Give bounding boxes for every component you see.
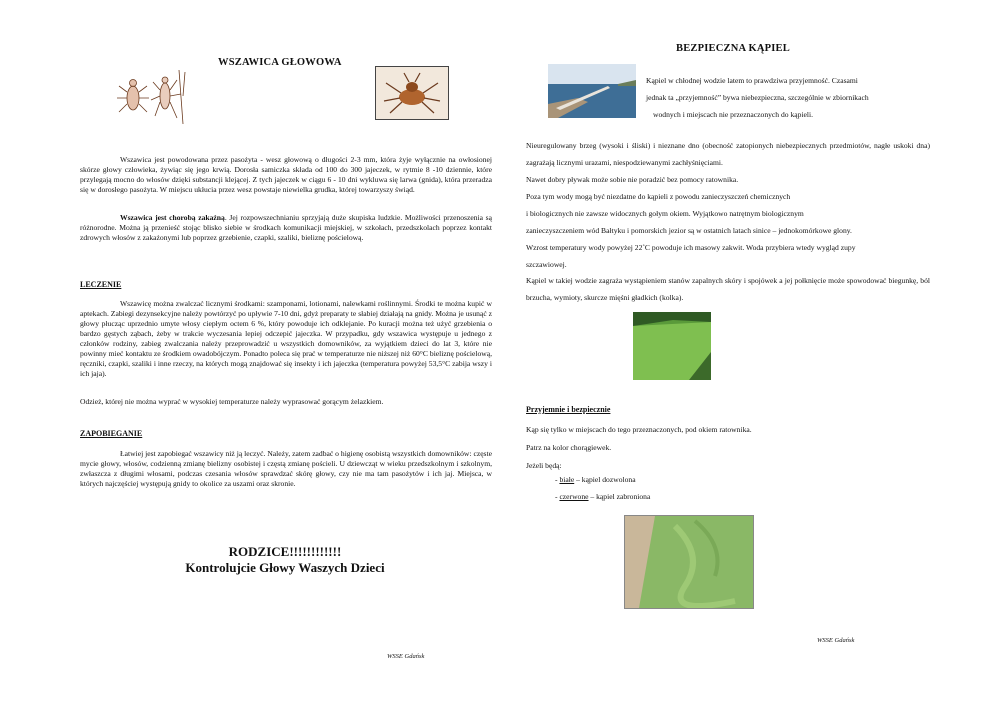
disease-bold-text: Wszawica jest chorobą zakaźną: [120, 213, 225, 222]
right-para1: Nieuregulowany brzeg (wysoki i śliski) i nieznane dno (obecność zatopionych niebezpiecznych przedmiotów, nagłe uskoki dna) zagrażają licznymi urazami, niespodziewanymi zachłyśnięciami.: [526, 141, 930, 167]
right-line-4: zanieczyszczeniem wód Bałtyku i pomorskich jezior są w ostatnich latach sinice – jednokomórkowe glony.: [526, 226, 852, 235]
safe-line-3: Jeżeli będą:: [526, 461, 562, 470]
parents-banner: [140, 544, 430, 576]
right-line-6: szczawiowej.: [526, 260, 567, 269]
prevention-heading: ZAPOBIEGANIE: [80, 429, 143, 438]
flag-white-item: - białe – kąpiel dozwolona: [555, 475, 636, 484]
right-line-3: i biologicznych nie zawsze widocznych gołym okiem. Wyjątkowo natrętnym biologicznym: [526, 209, 804, 218]
treatment-heading: LECZENIE: [80, 280, 122, 289]
right-para2: Kąpiel w takiej wodzie zagraża wystąpieniem stanów zapalnych skóry i spojówek a jej połknięcie może spowodować biegunkę, ból brzucha, wymioty, skurcze mięśni gładkich (kolka).: [526, 276, 930, 302]
flag-red-word: czerwone: [559, 492, 589, 501]
right-title: BEZPIECZNA KĄPIEL: [676, 43, 790, 54]
safe-lines-block: [526, 422, 946, 474]
left-title: WSZAWICA GŁOWOWA: [218, 57, 342, 68]
safe-heading: Przyjemnie i bezpiecznie: [526, 405, 611, 414]
left-intro-text: Wszawica jest powodowana przez pasożyta - wesz głowową o długości 2-3 mm, która żyje wyłącznie na owłosionej skórze głowy człowieka, żywiąc się jego krwią. Dorosła samiczka składa od 100 do 300 jajeczek, w rytmie 8 -10 dziennie, które przylegają mocno do włosów dzięki substancji klejącej. Z tych jajeczek w ciągu 6 - 10 dni wykluwa się larwa (gnida), która przeradza się w dorosłego pasożyta. W miejscu ukłucia przez wesz powstaje niewielka grudka, której towarzyszy świąd.: [80, 155, 492, 194]
algae-shore-photo: [624, 515, 754, 609]
left-footer: WSSE Gdańsk: [387, 653, 425, 660]
parents-line1: RODZICE!!!!!!!!!!!!: [228, 544, 342, 559]
treatment-last-line: Odzież, której nie można wyprać w wysokiej temperaturze należy wyprasować gorącym żelazkiem.: [80, 397, 384, 406]
flag-white-word: białe: [559, 475, 575, 484]
safe-line-1: Kąp się tylko w miejscach do tego przeznaczonych, pod okiem ratownika.: [526, 425, 752, 434]
disease-rest-text: . Jej rozpowszechnianiu sprzyjają duże skupiska ludzkie. Możliwości przenoszenia są różnorodne. Można ją przenieść stojąc blisko siebie w środkach komunikacji miejskiej, w szkołach, przedszkolach poprzez kontakt zdrowych włosów z zakażonymi lub poprzez grzebienie, czapki, szaliki, bieliznę pościelową.: [80, 213, 492, 242]
left-disease-paragraph: [80, 213, 492, 243]
right-intro: [646, 72, 946, 123]
right-line-5: Wzrost temperatury wody powyżej 22˚C powoduje ich masowy zakwit. Woda przybiera wtedy wygląd zupy: [526, 243, 856, 252]
louse-photo: [375, 66, 449, 120]
beach-photo: [548, 64, 636, 118]
prevention-text: Łatwiej jest zapobiegać wszawicy niż ją leczyć. Należy, zatem zadbać o higienę osobistą wszystkich domowników: częste mycie głowy, włosów, codzienną zmianę bielizny osobistej i częstą zmianę pościeli. U dziewcząt w wieku przedszkolnym i szkolnym, zwłaszcza z długimi włosami, podczas czesania włosów sprawdzać skórę głowy, czy nie ma tam pasożytów i ich jaj. Miejsca, w których najczęściej występują gnidy to okolice za uszami oraz skronie.: [80, 449, 492, 488]
treatment-text: Wszawicę można zwalczać licznymi środkami: szamponami, lotionami, nalewkami roślinnymi. Środki te można kupić w aptekach. Zabiegi dezynsekcyjne należy powtórzyć po upływie 7-10 dni, gdyż preparaty te słabiej działają na gnidy. Można je usunąć z głowy płucząc uprzednio umyte włosy ciepłym octem 6 %, który powoduje ich odklejanie. Po kuracji można też użyć grzebienia o bardzo gęstych ząbach, żeby w trakcie wyczesania lepiej odczepić jajeczka. W przypadku, gdy wszawica występuje u jednego z członków rodziny, zabieg zwalczania należy przeprowadzić u wszystkich domowników, za wyjątkiem dzieci do lat 3, które nie powinny mieć kontaktu ze środkiem owadobójczym. Ponadto poleca się prać w temperaturze nie niższej niż 60°C bieliznę pościelową, ręczniki, czapki, szaliki i inne rzeczy, na których mogą znajdować się insekty i ich jajeczka (temperatura powyżej 53,5°C zabija wszy i ich jaja).: [80, 299, 492, 378]
right-line-2: Poza tym wody mogą być niezdatne do kąpieli z powodu zanieczyszczeń chemicznych: [526, 192, 791, 201]
flag-white-rest: – kąpiel dozwolona: [574, 475, 636, 484]
flag-red-rest: – kąpiel zabroniona: [588, 492, 651, 501]
flag-list: [555, 471, 650, 505]
right-line-1: Nawet dobry pływak może sobie nie poradzić bez pomocy ratownika.: [526, 175, 739, 184]
parents-line2: Kontrolujcie Głowy Waszych Dzieci: [185, 560, 385, 575]
right-footer: WSSE Gdańsk: [817, 637, 855, 644]
right-intro-line3: wodnych i miejscach nie przeznaczonych do kąpieli.: [653, 110, 814, 119]
right-intro-line1: Kąpiel w chłodnej wodzie latem to prawdziwa przyjemność. Czasami: [646, 76, 858, 85]
flag-red-item: - czerwone – kąpiel zabroniona: [555, 492, 651, 501]
right-lines-block: [526, 171, 946, 273]
right-intro-line2: jednak ta „przyjemność” bywa niebezpieczna, szczególnie w zbiornikach: [646, 93, 869, 102]
safe-line-2: Patrz na kolor chorągiewek.: [526, 443, 612, 452]
algae-lake-photo: [633, 312, 711, 380]
lice-illustration: [113, 66, 193, 126]
